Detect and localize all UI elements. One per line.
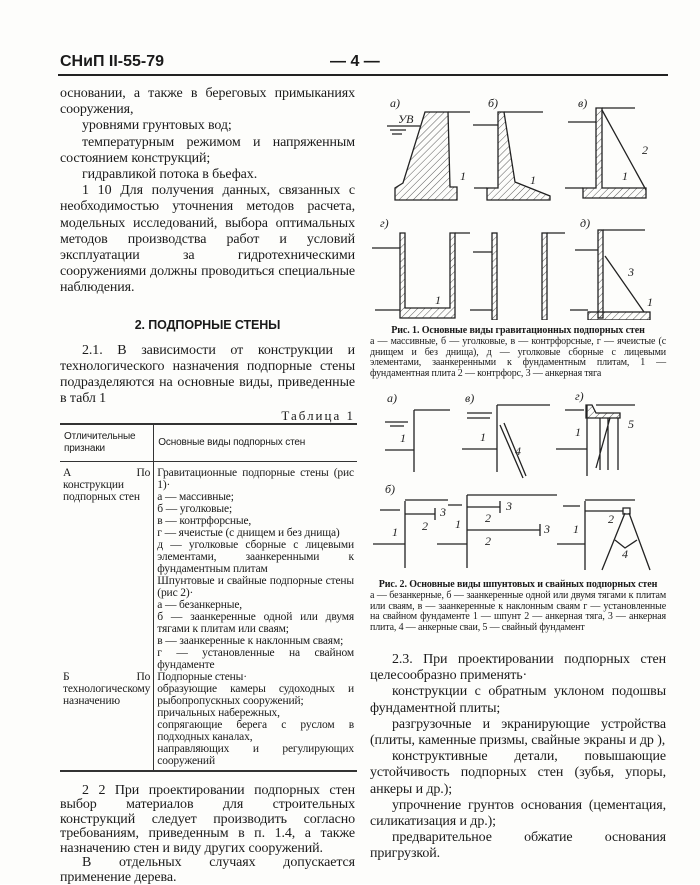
paragraph: основании, а также в береговых примыканиях сооружения, (60, 86, 355, 118)
list-item: упрочнение грунтов основания (цементация, силикатизация и др.); (370, 797, 666, 830)
table-cell-feature: Б По технологическому назначению (60, 671, 154, 771)
figure-2-legend: а — безанкерные, б — заанкеренные одной или двумя тягами к плитам или сваям, в — заанкеренные к наклонным сваям г — установленные на свайном фундаменте 1 — шпунт 2 — анкерная тяга, 3 — анкерная плита, 4 — анкерные сваи, 5 — свайный фундамент (370, 589, 666, 634)
table-line: в — заанкеренные к наклонным сваям; (157, 634, 344, 647)
list-item: предварительное обжатие основания пригрузкой. (370, 830, 666, 862)
fig1-label-2: 2 (642, 143, 648, 157)
document-code: СНиП II-55-79 (60, 53, 165, 70)
header-rule (58, 74, 668, 76)
sheet-pile-inclined-anchor (462, 405, 550, 478)
left-column (60, 86, 355, 885)
fig1-label-3: 3 (628, 265, 634, 279)
fig2-label-4: 4 (622, 547, 628, 561)
fig2-label-1: 1 (455, 517, 461, 531)
figure-1-legend: а — массивные, б — уголковые, в — контрфорсные, г — ячеистые (с днищем и без днища), д — уголковые сборные с лицевыми элементами, заанкеренными к фундаментным плитам, 1 — фундаментная плита 2 — контрфорс, 3 — анкерная тяга (370, 335, 666, 380)
fig1-label-b: б) (488, 96, 499, 110)
table-1 (60, 423, 357, 772)
table-line: образующие камеры судоходных и рыбопропускных сооружений; (157, 682, 354, 707)
table-header: Основные виды подпорных стен (154, 424, 357, 462)
fig2-label-1: 1 (400, 431, 406, 445)
fig1-label-1: 1 (460, 169, 466, 183)
table-line: причальных набережных, (157, 706, 280, 719)
table-cell-feature: А По конструкции подпорных стен (60, 461, 154, 671)
table-line: Гравитационные подпорные стены (рис 1)· (157, 466, 354, 491)
single-anchored-sheet-pile (373, 500, 448, 568)
figure-1-caption (370, 326, 666, 380)
fig2-label-g: г) (575, 389, 584, 403)
cellular-wall-left (492, 233, 497, 320)
fig2-label-1: 1 (392, 525, 398, 539)
paragraph: В отдельных случаях допускается применение дерева. (60, 855, 355, 885)
fig2-label-5: 5 (628, 417, 634, 431)
table-row (60, 671, 357, 771)
table-line: Подпорные стены· (157, 670, 247, 683)
foundation-plate (588, 312, 650, 320)
table-line: б — уголковые; (157, 502, 233, 515)
table-line: а — безанкерные, (157, 598, 242, 611)
fig2-label-2: 2 (485, 511, 491, 525)
fig2-label-v: в) (465, 391, 475, 405)
fig2-label-3: 3 (544, 522, 550, 536)
section-title: 2. ПОДПОРНЫЕ СТЕНЫ (134, 317, 281, 332)
fig1-label-1: 1 (435, 293, 441, 307)
table-line: б — заанкеренные одной или двумя тягами к плитам или сваям; (157, 610, 354, 635)
table-line: д — уголковые сборные с лицевыми элементами, заанкеренными к фундаментным плитам (157, 538, 354, 575)
paragraph: гидравликой потока в бьефах. (82, 167, 258, 183)
paragraph: уровнями грунтовых вод; (82, 118, 232, 134)
pile-cap (586, 405, 620, 418)
figure-1-title: Рис. 1. Основные виды гравитационных подпорных стен (391, 325, 645, 336)
fig2-label-1: 1 (480, 430, 486, 444)
fig2-label-1: 1 (575, 425, 581, 439)
precast-wall (598, 230, 603, 318)
sheet-pile-anchor-piles (557, 500, 650, 570)
paragraph: 1 10 Для получения данных, связанных с необходимостью уточнения методов расчета, модельных исследований, выбора оптимальных методов производства работ и условий эксплуатации за гидротехническими сооружениями должны проводиться специальные наблюдения. (60, 183, 355, 296)
table-caption: Таблица 1 (281, 407, 355, 423)
fig2-label-a: а) (387, 391, 397, 405)
figure-2-caption (370, 580, 666, 634)
figure-1-drawings (370, 80, 670, 320)
double-anchored-sheet-pile (437, 495, 557, 568)
cellular-wall-right (542, 233, 547, 320)
table-line: а — массивные; (157, 490, 234, 503)
fig2-label-2: 2 (422, 519, 428, 533)
figure-2-title: Рис. 2. Основные виды шпунтовых и свайных подпорных стен (378, 579, 658, 590)
fig1-label-1: 1 (647, 295, 653, 309)
paragraph-2-1: 2.1. В зависимости от конструкции и технологического назначения подпорные стены подразделяются на основные виды, приведенные в табл 1 (60, 342, 355, 407)
cantilever-sheet-pile (385, 410, 450, 472)
table-cell-types (154, 671, 357, 771)
figure-2-drawings (370, 388, 670, 578)
table-line: сопрягающие берега с руслом в подходных каналах, (157, 718, 354, 743)
fig1-label-d: д) (580, 216, 591, 230)
fig1-label-uv: УВ (398, 112, 414, 126)
table-cell-types (154, 461, 357, 671)
list-item: разгрузочные и экранирующие устройства (плиты, каменные призмы, свайные экраны и др ), (370, 716, 666, 749)
fig1-label-1: 1 (622, 169, 628, 183)
fig2-label-b: б) (385, 482, 396, 496)
water-ground-lines (470, 233, 565, 310)
cellular-wall-with-bottom (400, 233, 455, 318)
fig2-label-2: 2 (608, 512, 614, 526)
paragraph-2-2: 2 2 При проектировании подпорных стен выбор материалов для строительных конструкций следует производить согласно требованиям, приведенным в п. 1.4, а также назначению стен и виду других сооружений. (60, 782, 355, 856)
table-line: направляющих и регулирующих сооружений (157, 742, 354, 767)
list-item: конструкции с обратным уклоном подошвы фундаментной плиты; (370, 684, 666, 716)
fig2-label-1: 1 (573, 522, 579, 536)
fig1-label-g: г) (380, 216, 389, 230)
paragraph-2-3: 2.3. При проектировании подпорных стен целесообразно применять· (370, 652, 666, 684)
fig2-label-3: 3 (506, 499, 512, 513)
fig2-label-2: 2 (485, 534, 491, 548)
fig2-label-4: 4 (515, 444, 521, 458)
list-item: конструктивные детали, повышающие устойчивость подпорных стен (зубья, упоры, анкеры и др.); (370, 749, 666, 797)
table-line: г — установленные на свайном фундаменте (157, 646, 354, 671)
fig2-label-3: 3 (440, 505, 446, 519)
table-header: Отличительные признаки (60, 424, 154, 462)
paragraph: температурным режимом и напряженным состоянием конструкций; (60, 134, 355, 166)
fig1-label-1: 1 (530, 173, 536, 187)
table-line: в — контрфорсные, (157, 514, 252, 527)
page-number: — 4 — (330, 53, 380, 70)
table-line: г — ячеистые (с днищем и без днища) (157, 526, 340, 539)
table-line: Шпунтовые и свайные подпорные стены (рис 2)· (157, 574, 354, 599)
counterfort-lines (565, 108, 646, 190)
table-row (60, 461, 357, 671)
right-column (370, 652, 666, 863)
fig1-label-v: в) (578, 96, 588, 110)
fig1-label-a: а) (390, 96, 400, 110)
